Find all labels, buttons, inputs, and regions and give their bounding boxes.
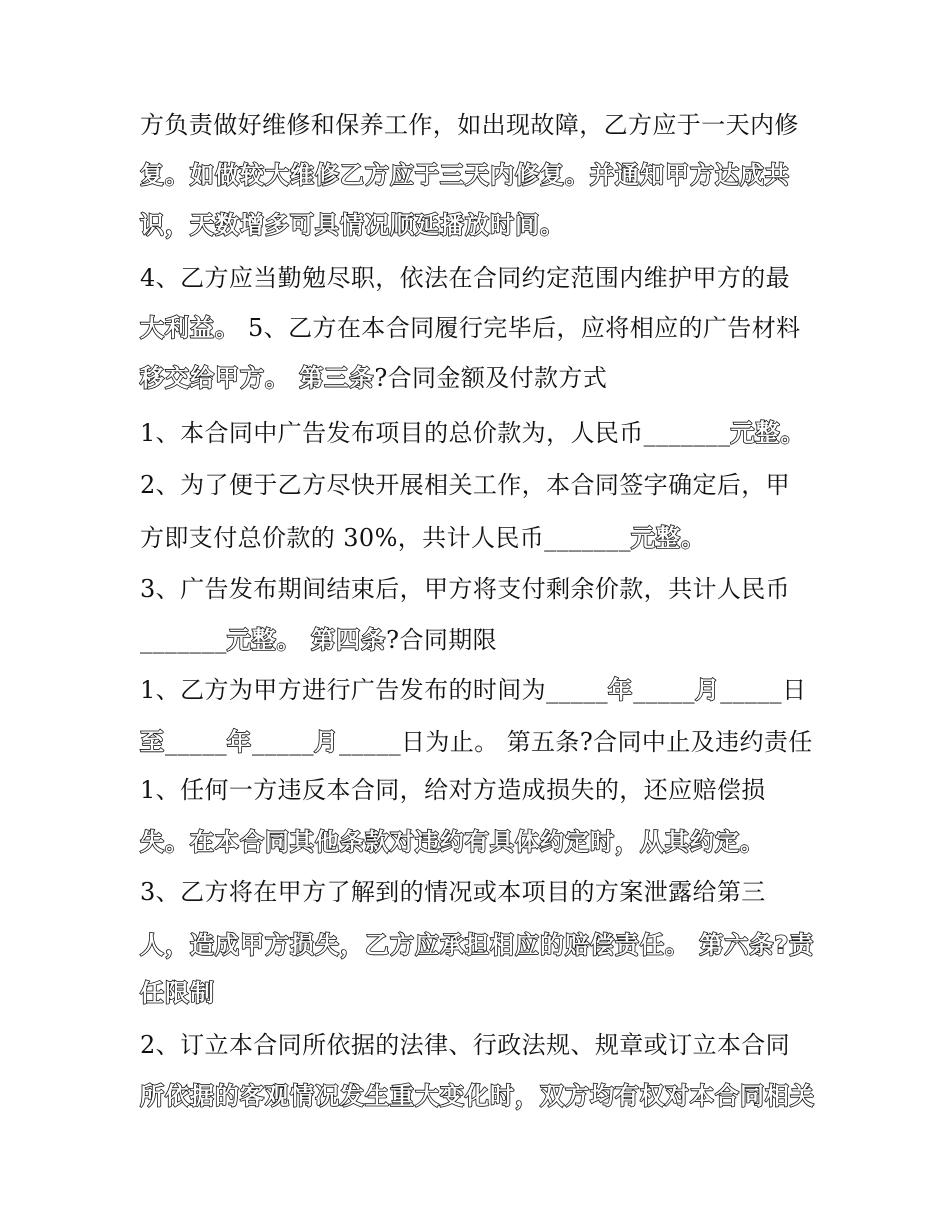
- document-line: [140, 877, 766, 907]
- document-line: [140, 363, 607, 393]
- document-line: [140, 160, 790, 190]
- document-line: [140, 418, 805, 448]
- outlined-text-segment: 至: [140, 728, 165, 756]
- text-segment: 3、广告发布期间结束后，甲方将支付剩余价款，共计人民币: [140, 575, 791, 603]
- document-line: [140, 110, 799, 140]
- text-segment: 4、乙方应当勤勉尽职，依法在合同约定范围内维护甲方的最: [140, 264, 791, 292]
- document-line: [140, 313, 801, 343]
- outlined-text-segment: 大利益。: [140, 314, 240, 342]
- outlined-text-segment: 月: [695, 676, 721, 704]
- text-segment: _______: [140, 626, 227, 654]
- document-line: [140, 675, 806, 705]
- outlined-text-segment: 元整。: [730, 419, 806, 447]
- text-segment: ?合同金额及付款方式: [374, 364, 608, 392]
- document-line: [140, 523, 706, 553]
- text-segment: 2、为了便于乙方尽快开展相关工作，本合同签字确定后，甲: [140, 471, 791, 499]
- text-segment: 1、乙方为甲方进行广告发布的时间为_____: [140, 676, 609, 704]
- text-segment: _____日为止。 第五条?合同中止及违约责任: [339, 728, 813, 756]
- text-segment: 5、乙方在本合同履行完毕后，应将相应的广告材料: [240, 314, 801, 342]
- text-segment: _____: [252, 728, 314, 756]
- text-segment: 1、任何一方违反本合同，给对方造成损失的，还应赔偿损: [140, 776, 766, 804]
- document-line: [140, 625, 497, 655]
- outlined-text-segment: 元整。 第四条: [226, 626, 387, 654]
- document-line: [140, 978, 215, 1008]
- document-line: [140, 574, 790, 604]
- outlined-text-segment: 识，天数增多可具情况顺延播放时间。: [140, 211, 565, 239]
- document-line: [140, 1081, 815, 1111]
- text-segment: 3、乙方将在甲方了解到的情况或本项目的方案泄露给第三: [140, 878, 766, 906]
- document-line: [140, 727, 813, 757]
- outlined-text-segment: 年: [608, 676, 634, 704]
- text-segment: 方负责做好维修和保养工作，如出现故障，乙方应于一天内修: [140, 111, 799, 139]
- text-segment: _____日: [720, 676, 807, 704]
- outlined-text-segment: 复。如做较大维修乙方应于三天内修复。并通知甲方达成共: [140, 161, 790, 189]
- outlined-text-segment: 失。在本合同其他条款对违约有具体约定时，从其约定。: [140, 828, 765, 856]
- document-line: [140, 210, 565, 240]
- document-line: [140, 263, 790, 293]
- text-segment: _____: [633, 676, 696, 704]
- text-segment: ?合同期限: [386, 626, 498, 654]
- outlined-text-segment: 人，造成甲方损失，乙方应承担相应的赔偿责任。 第六条?责: [140, 931, 815, 959]
- document-line: [140, 1030, 790, 1060]
- text-segment: 2、订立本合同所依据的法律、行政法规、规章或订立本合同: [140, 1031, 791, 1059]
- text-segment: _____: [165, 728, 227, 756]
- outlined-text-segment: 移交给甲方。 第三条: [140, 364, 375, 392]
- outlined-text-segment: 任限制: [140, 979, 215, 1007]
- outlined-text-segment: 元整。: [630, 524, 706, 552]
- outlined-text-segment: 所依据的客观情况发生重大变化时，双方均有权对本合同相关: [140, 1082, 815, 1110]
- document-line: [140, 470, 790, 500]
- document-line: [140, 827, 765, 857]
- document-line: [140, 775, 766, 805]
- text-segment: 方即支付总价款的 30%，共计人民币_______: [140, 524, 631, 552]
- document-line: [140, 930, 814, 960]
- outlined-text-segment: 年: [227, 728, 252, 756]
- text-segment: 1、本合同中广告发布项目的总价款为，人民币_______: [140, 419, 731, 447]
- outlined-text-segment: 月: [314, 728, 339, 756]
